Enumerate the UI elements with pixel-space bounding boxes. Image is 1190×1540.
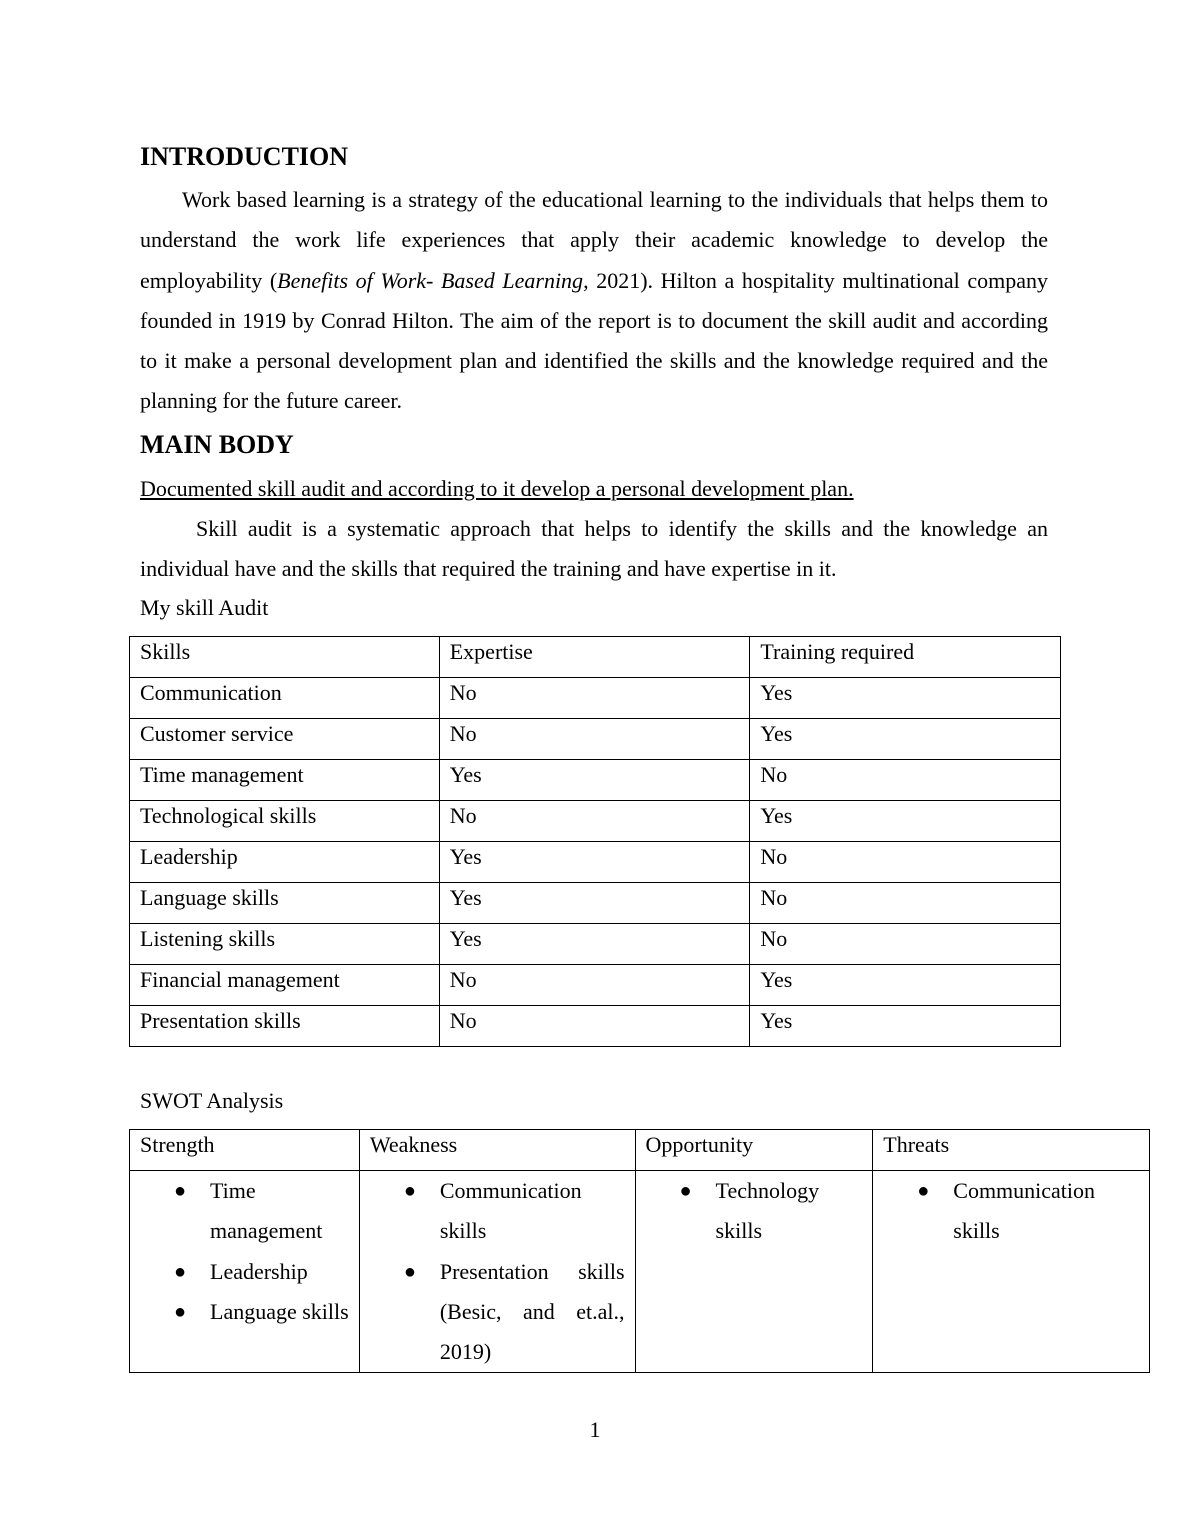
- skill-cell: Customer service: [130, 719, 440, 760]
- strength-list: [140, 1171, 349, 1332]
- skill-audit-table: [129, 636, 1061, 1047]
- swot-caption: SWOT Analysis: [140, 1088, 284, 1113]
- skill-cell: Technological skills: [130, 801, 440, 842]
- list-item: [883, 1171, 1139, 1252]
- table-row: [130, 924, 1061, 965]
- section-subheading: Documented skill audit and according to it develop a personal development plan.: [140, 476, 854, 501]
- skill-cell: Listening skills: [130, 924, 440, 965]
- table-row: [130, 719, 1061, 760]
- page-number: 1: [589, 1417, 601, 1442]
- skill-cell: Language skills: [130, 883, 440, 924]
- bullet-icon: ●: [679, 1180, 692, 1202]
- training-cell: Yes: [750, 719, 1061, 760]
- main-body-heading: MAIN BODY: [140, 430, 294, 459]
- expertise-cell: Yes: [439, 760, 750, 801]
- training-cell: Yes: [750, 678, 1061, 719]
- intro-text-1: Work based learning is a strategy of the educational learning to the individuals that helps them to understand the work life experiences that apply their academic knowledge to develop the employability (: [140, 187, 1048, 293]
- list-item: [140, 1171, 349, 1252]
- swot-table: [129, 1129, 1150, 1373]
- list-item: [646, 1171, 863, 1252]
- training-cell: No: [750, 883, 1061, 924]
- training-cell: No: [750, 760, 1061, 801]
- expertise-cell: No: [439, 719, 750, 760]
- header-expertise: Expertise: [439, 637, 750, 678]
- skill-audit-paragraph: Skill audit is a systematic approach that helps to identify the skills and the knowledge an individual have and the skills that required the training and have expertise in it.: [140, 516, 1048, 582]
- skill-cell: Communication: [130, 678, 440, 719]
- list-item-text: Leadership: [210, 1258, 308, 1284]
- swot-strength-cell: [130, 1171, 360, 1373]
- skill-cell: Leadership: [130, 842, 440, 883]
- opportunity-list: [646, 1171, 863, 1252]
- bullet-icon: ●: [174, 1300, 187, 1323]
- list-item-text: Communication skills: [439, 1178, 582, 1244]
- swot-weakness-cell: [359, 1171, 635, 1373]
- list-item-text: Time management: [210, 1178, 323, 1244]
- skill-audit-caption: My skill Audit: [140, 595, 269, 620]
- skill-cell: Presentation skills: [130, 1006, 440, 1047]
- table-header-row: [130, 637, 1061, 678]
- training-cell: Yes: [750, 965, 1061, 1006]
- list-item: [140, 1292, 349, 1332]
- threats-list: [883, 1171, 1139, 1252]
- expertise-cell: No: [439, 1006, 750, 1047]
- weakness-list: [370, 1171, 625, 1372]
- intro-paragraph: [140, 180, 1048, 422]
- list-item: [140, 1252, 349, 1292]
- bullet-icon: ●: [174, 1260, 187, 1283]
- intro-citation: Benefits of Work- Based Learning: [277, 267, 584, 293]
- intro-heading: INTRODUCTION: [140, 142, 349, 171]
- skill-cell: Financial management: [130, 965, 440, 1006]
- list-item-text: Communication skills: [953, 1178, 1096, 1244]
- header-training-required: Training required: [750, 637, 1061, 678]
- bullet-icon: ●: [403, 1180, 416, 1202]
- expertise-cell: Yes: [439, 883, 750, 924]
- swot-header-threats: Threats: [873, 1130, 1150, 1171]
- list-item: [370, 1252, 625, 1373]
- bullet-icon: ●: [403, 1260, 416, 1283]
- expertise-cell: No: [439, 801, 750, 842]
- swot-header-opportunity: Opportunity: [635, 1130, 873, 1171]
- skill-cell: Time management: [130, 760, 440, 801]
- intro-text-2: , 2021). Hilton a hospitality multinational company founded in 1919 by Conrad Hilton. The aim of the report is to document the skill audit and according to it make a personal development plan and identified the skills and the knowledge required and the planning for the future career.: [140, 267, 1048, 414]
- expertise-cell: Yes: [439, 924, 750, 965]
- swot-header-row: [130, 1130, 1150, 1171]
- table-row: [130, 678, 1061, 719]
- list-item-text: Language skills: [210, 1298, 349, 1324]
- bullet-icon: ●: [174, 1180, 187, 1202]
- training-cell: Yes: [750, 801, 1061, 842]
- header-skills: Skills: [130, 637, 440, 678]
- table-row: [130, 842, 1061, 883]
- list-item: [370, 1171, 625, 1252]
- expertise-cell: Yes: [439, 842, 750, 883]
- expertise-cell: No: [439, 965, 750, 1006]
- table-row: [130, 883, 1061, 924]
- training-cell: No: [750, 924, 1061, 965]
- training-cell: Yes: [750, 1006, 1061, 1047]
- swot-opportunity-cell: [635, 1171, 873, 1373]
- list-item-text: Presentation skills (Besic, and et.al., 2019): [439, 1258, 625, 1365]
- expertise-cell: No: [439, 678, 750, 719]
- training-cell: No: [750, 842, 1061, 883]
- swot-body-row: [130, 1171, 1150, 1373]
- bullet-icon: ●: [917, 1180, 930, 1202]
- table-row: [130, 760, 1061, 801]
- list-item-text: Technology skills: [715, 1178, 820, 1244]
- swot-header-weakness: Weakness: [359, 1130, 635, 1171]
- table-row: [130, 965, 1061, 1006]
- table-row: [130, 801, 1061, 842]
- swot-threats-cell: [873, 1171, 1150, 1373]
- swot-header-strength: Strength: [130, 1130, 360, 1171]
- table-row: [130, 1006, 1061, 1047]
